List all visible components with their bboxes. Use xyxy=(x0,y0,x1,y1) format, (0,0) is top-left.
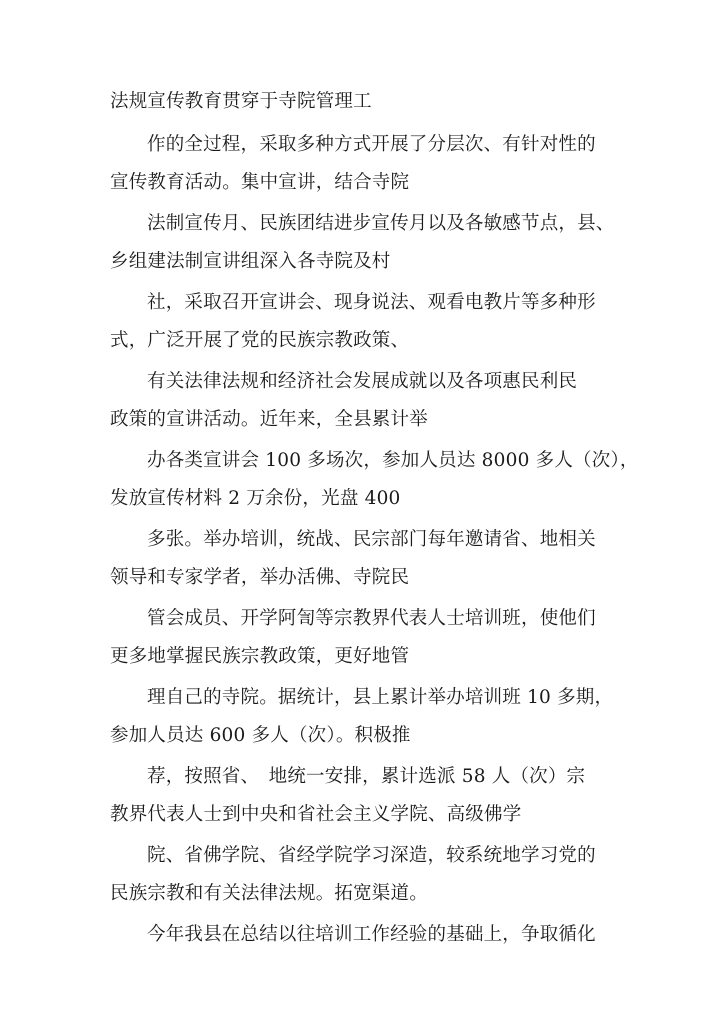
text-line-8: 有关法律法规和经济社会发展成就以及各项惠民利民 xyxy=(147,371,578,392)
text-line-4: 法制宣传月、民族团结进步宣传月以及各敏感节点，县、 xyxy=(147,213,615,234)
text-line-13: 领导和专家学者，举办活佛、寺院民 xyxy=(110,567,410,588)
text-line-11: 发放宣传材料 2 万余份，光盘 400 xyxy=(110,488,401,509)
text-line-16: 理自己的寺院。据统计，县上累计举办培训班 10 多期， xyxy=(147,687,614,708)
text-line-6: 社，采取召开宣讲会、现身说法、观看电教片等多种形 xyxy=(147,292,596,313)
text-line-22: 今年我县在总结以往培训工作经验的基础上，争取循化 xyxy=(147,924,596,945)
text-line-5: 乡组建法制宣讲组深入各寺院及村 xyxy=(110,251,391,272)
text-line-2: 作的全过程，采取多种方式开展了分层次、有针对性的 xyxy=(147,134,596,155)
text-line-1: 法规宣传教育贯穿于寺院管理工 xyxy=(110,91,372,112)
text-line-15: 更多地掌握民族宗教政策，更好地管 xyxy=(110,646,410,667)
text-line-20: 院、省佛学院、省经学院学习深造，较系统地学习党的 xyxy=(147,845,596,866)
text-line-21: 民族宗教和有关法律法规。拓宽渠道。 xyxy=(110,883,428,904)
text-line-14: 管会成员、开学阿訇等宗教界代表人士培训班，使他们 xyxy=(147,608,596,629)
text-line-19: 教界代表人士到中央和省社会主义学院、高级佛学 xyxy=(110,804,522,825)
text-line-18: 荐，按照省、 地统一安排，累计选派 58 人（次）宗 xyxy=(147,766,586,787)
text-line-7: 式，广泛开展了党的民族宗教政策、 xyxy=(110,330,410,351)
text-line-3: 宣传教育活动。集中宣讲，结合寺院 xyxy=(110,172,410,193)
text-line-10: 办各类宣讲会 100 多场次，参加人员达 8000 多人（次）， xyxy=(147,450,639,471)
text-line-12: 多张。举办培训，统战、民宗部门每年邀请省、地相关 xyxy=(147,529,596,550)
text-line-17: 参加人员达 600 多人（次）。积极推 xyxy=(110,725,411,746)
text-line-9: 政策的宣讲活动。近年来，全县累计举 xyxy=(110,409,428,430)
